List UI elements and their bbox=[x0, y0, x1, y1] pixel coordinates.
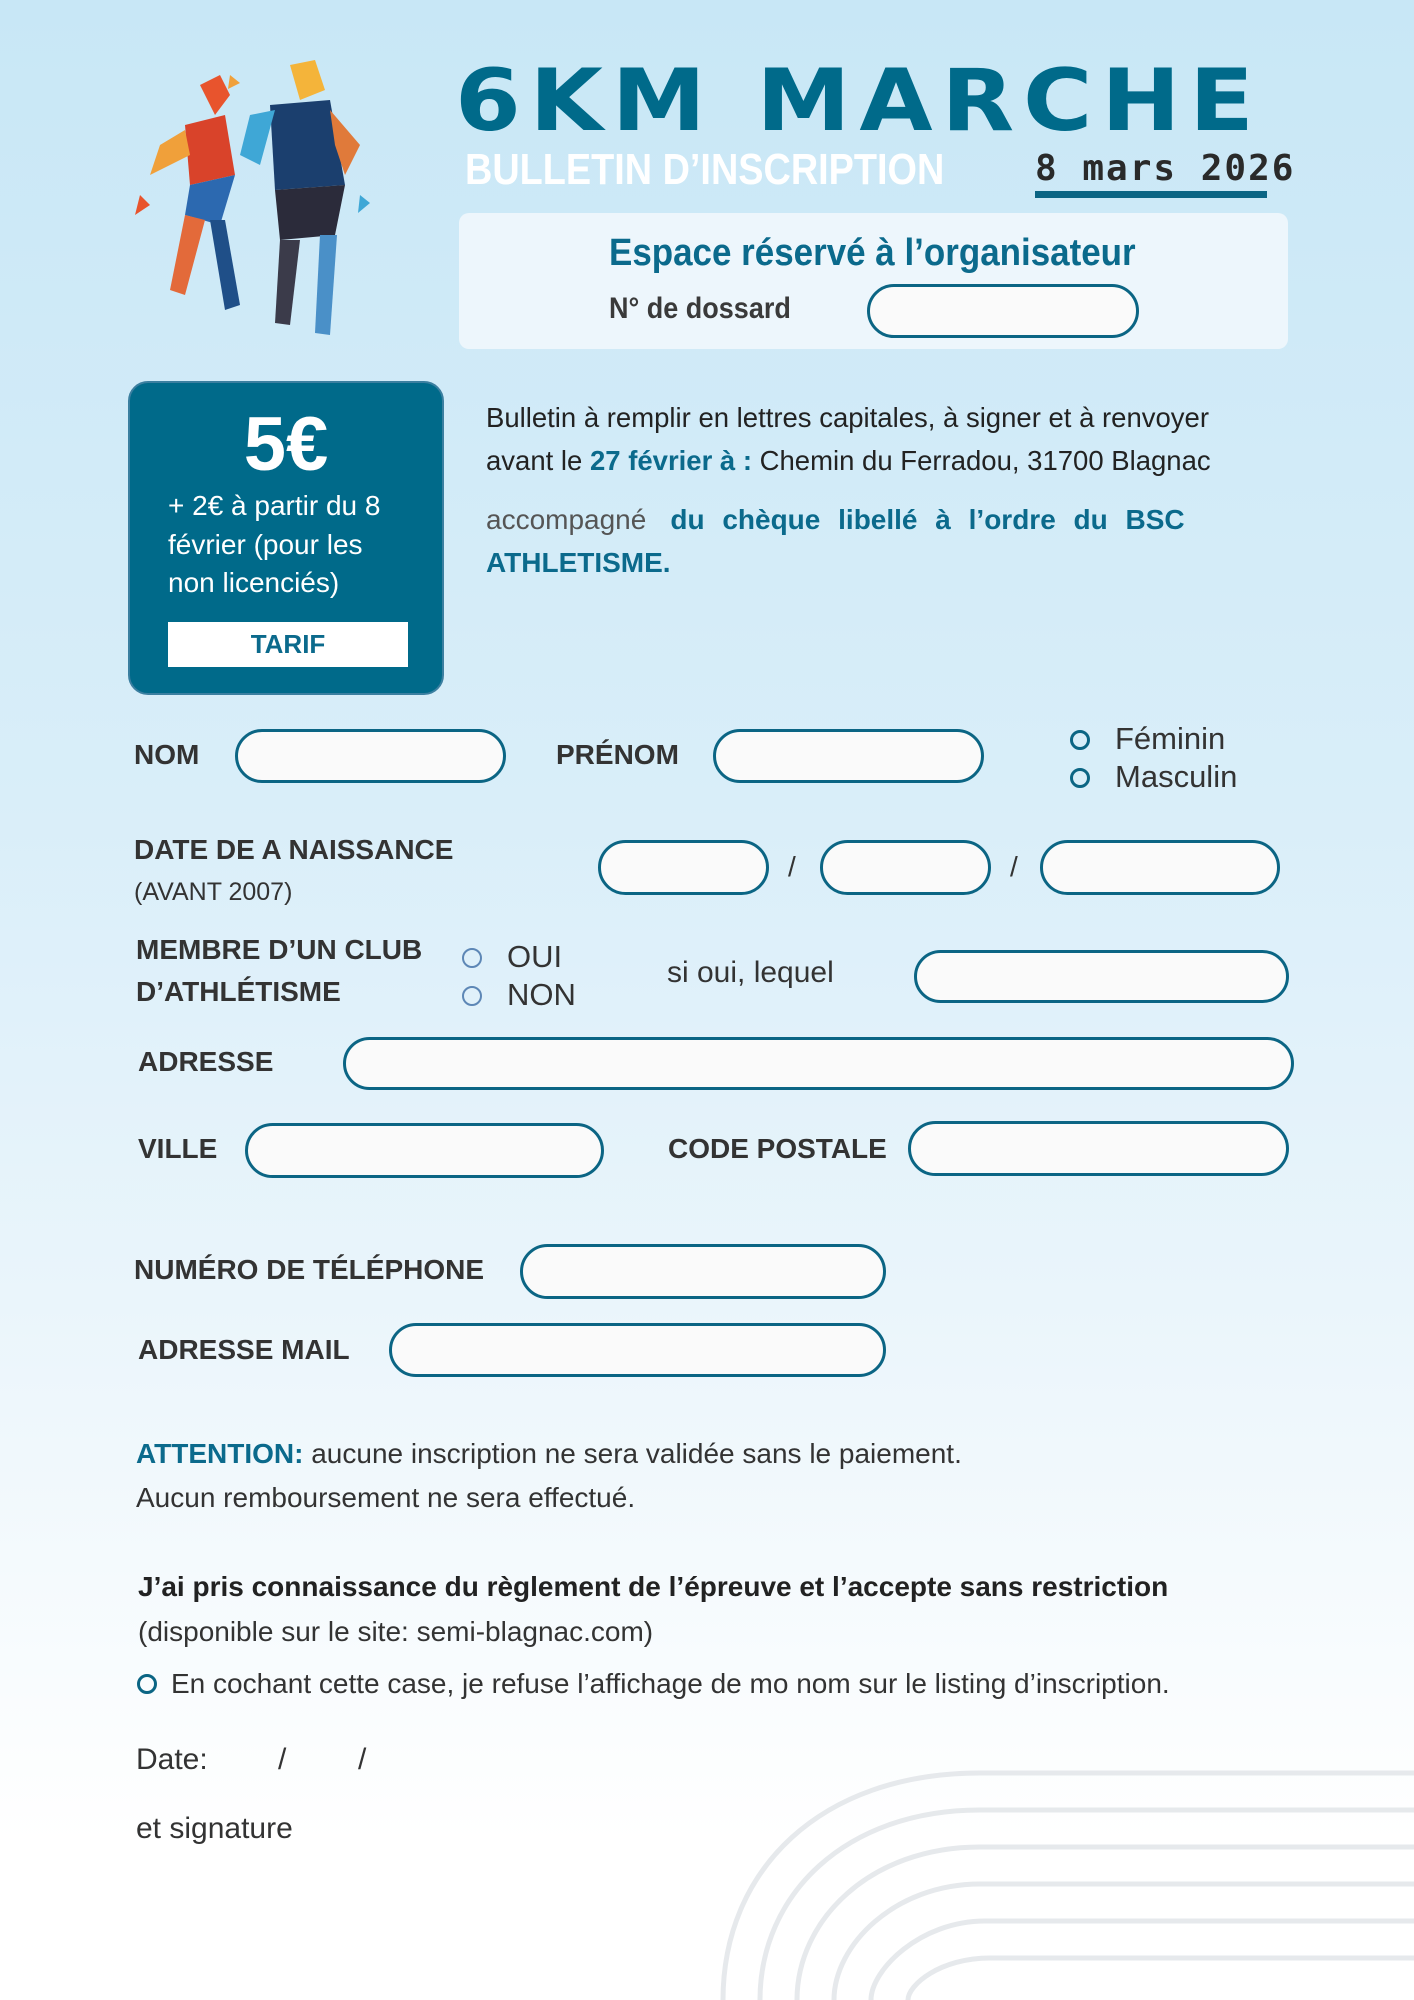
price-note-2: février (pour les bbox=[168, 529, 363, 560]
accompagne: accompagné bbox=[486, 504, 647, 535]
tarif-tag: TARIF bbox=[168, 622, 408, 667]
organizer-box bbox=[459, 213, 1288, 349]
instructions-line-3 bbox=[486, 503, 1185, 537]
dob-year-input[interactable] bbox=[1040, 840, 1280, 895]
ville-input[interactable] bbox=[245, 1123, 604, 1178]
instructions-line-2 bbox=[486, 444, 1211, 478]
organizer-title: Espace réservé à l’organisateur bbox=[609, 232, 1136, 274]
telephone-label: NUMÉRO DE TÉLÉPHONE bbox=[134, 1254, 485, 1285]
optout-checkbox[interactable] bbox=[137, 1674, 157, 1694]
date-label: Date: bbox=[136, 1743, 208, 1776]
deadline: 27 février à : bbox=[589, 445, 753, 476]
code-postal-input[interactable] bbox=[908, 1121, 1289, 1176]
masculin-radio[interactable] bbox=[1070, 768, 1090, 788]
club-non-radio[interactable] bbox=[462, 986, 482, 1006]
rules-acceptance: J’ai pris connaissance du règlement de l’épreuve et l’accepte sans restriction bbox=[138, 1571, 1169, 1602]
club-label-1: MEMBRE D’UN CLUB bbox=[136, 934, 423, 965]
feminin-radio[interactable] bbox=[1070, 730, 1090, 750]
prenom-input[interactable] bbox=[713, 729, 984, 783]
ville-label: VILLE bbox=[138, 1133, 218, 1164]
adresse-input[interactable] bbox=[343, 1037, 1294, 1090]
masculin-label: Masculin bbox=[1115, 759, 1238, 794]
club-oui-label: OUI bbox=[507, 939, 563, 974]
dob-slash-2: / bbox=[1010, 851, 1018, 882]
rules-source: (disponible sur le site: semi-blagnac.com) bbox=[138, 1616, 654, 1647]
club-label-2: D’ATHLÉTISME bbox=[136, 976, 341, 1007]
dob-note: (AVANT 2007) bbox=[134, 878, 293, 906]
attention-line-1 bbox=[136, 1437, 962, 1471]
price-box bbox=[128, 381, 444, 695]
date-slash-2: / bbox=[358, 1743, 367, 1776]
telephone-input[interactable] bbox=[520, 1244, 886, 1299]
cheque-payee: ATHLETISME. bbox=[486, 547, 671, 578]
attention-line-2: Aucun remboursement ne sera effectué. bbox=[136, 1482, 636, 1513]
nom-label: NOM bbox=[134, 739, 200, 770]
bib-label: N° de dossard bbox=[609, 292, 791, 325]
signature-label: et signature bbox=[136, 1812, 293, 1845]
feminin-label: Féminin bbox=[1115, 721, 1226, 756]
mail-input[interactable] bbox=[389, 1323, 886, 1377]
dob-month-input[interactable] bbox=[820, 840, 991, 895]
price-note-1: + 2€ à partir du 8 bbox=[168, 490, 381, 521]
attention-label: ATTENTION: bbox=[136, 1438, 304, 1469]
attention-text: aucune inscription ne sera validée sans le paiement. bbox=[303, 1438, 962, 1469]
date-underline bbox=[1035, 191, 1267, 198]
nom-input[interactable] bbox=[235, 729, 506, 783]
dob-label: DATE DE A NAISSANCE bbox=[134, 834, 454, 865]
adresse-label: ADRESSE bbox=[138, 1046, 274, 1077]
club-which-label: si oui, lequel bbox=[667, 956, 834, 989]
cheque-info: du chèque libellé à l’ordre du BSC bbox=[670, 504, 1185, 535]
runners-illustration bbox=[130, 55, 390, 355]
price-note-3: non licenciés) bbox=[168, 567, 340, 598]
date-slash-1: / bbox=[278, 1743, 287, 1776]
form-subtitle: BULLETIN D’INSCRIPTION bbox=[465, 145, 945, 194]
event-title: 6KM MARCHE bbox=[455, 51, 1263, 151]
club-name-input[interactable] bbox=[914, 950, 1289, 1003]
code-postal-label: CODE POSTALE bbox=[668, 1133, 887, 1164]
price-amount: 5€ bbox=[243, 402, 329, 487]
dob-slash-1: / bbox=[788, 851, 796, 882]
prenom-label: PRÉNOM bbox=[556, 739, 679, 770]
instructions-line-1: Bulletin à remplir en lettres capitales, à signer et à renvoyer bbox=[486, 402, 1209, 433]
mail-label: ADRESSE MAIL bbox=[138, 1334, 350, 1365]
event-date: 8 mars 2026 bbox=[1035, 148, 1296, 189]
bib-number-input[interactable] bbox=[867, 284, 1139, 338]
instructions-avant: avant le bbox=[486, 445, 590, 476]
club-oui-radio[interactable] bbox=[462, 948, 482, 968]
club-non-label: NON bbox=[507, 977, 576, 1012]
optout-label: En cochant cette case, je refuse l’affichage de mo nom sur le listing d’inscription. bbox=[171, 1668, 1170, 1699]
dob-day-input[interactable] bbox=[598, 840, 769, 895]
mail-address: Chemin du Ferradou, 31700 Blagnac bbox=[752, 445, 1211, 476]
